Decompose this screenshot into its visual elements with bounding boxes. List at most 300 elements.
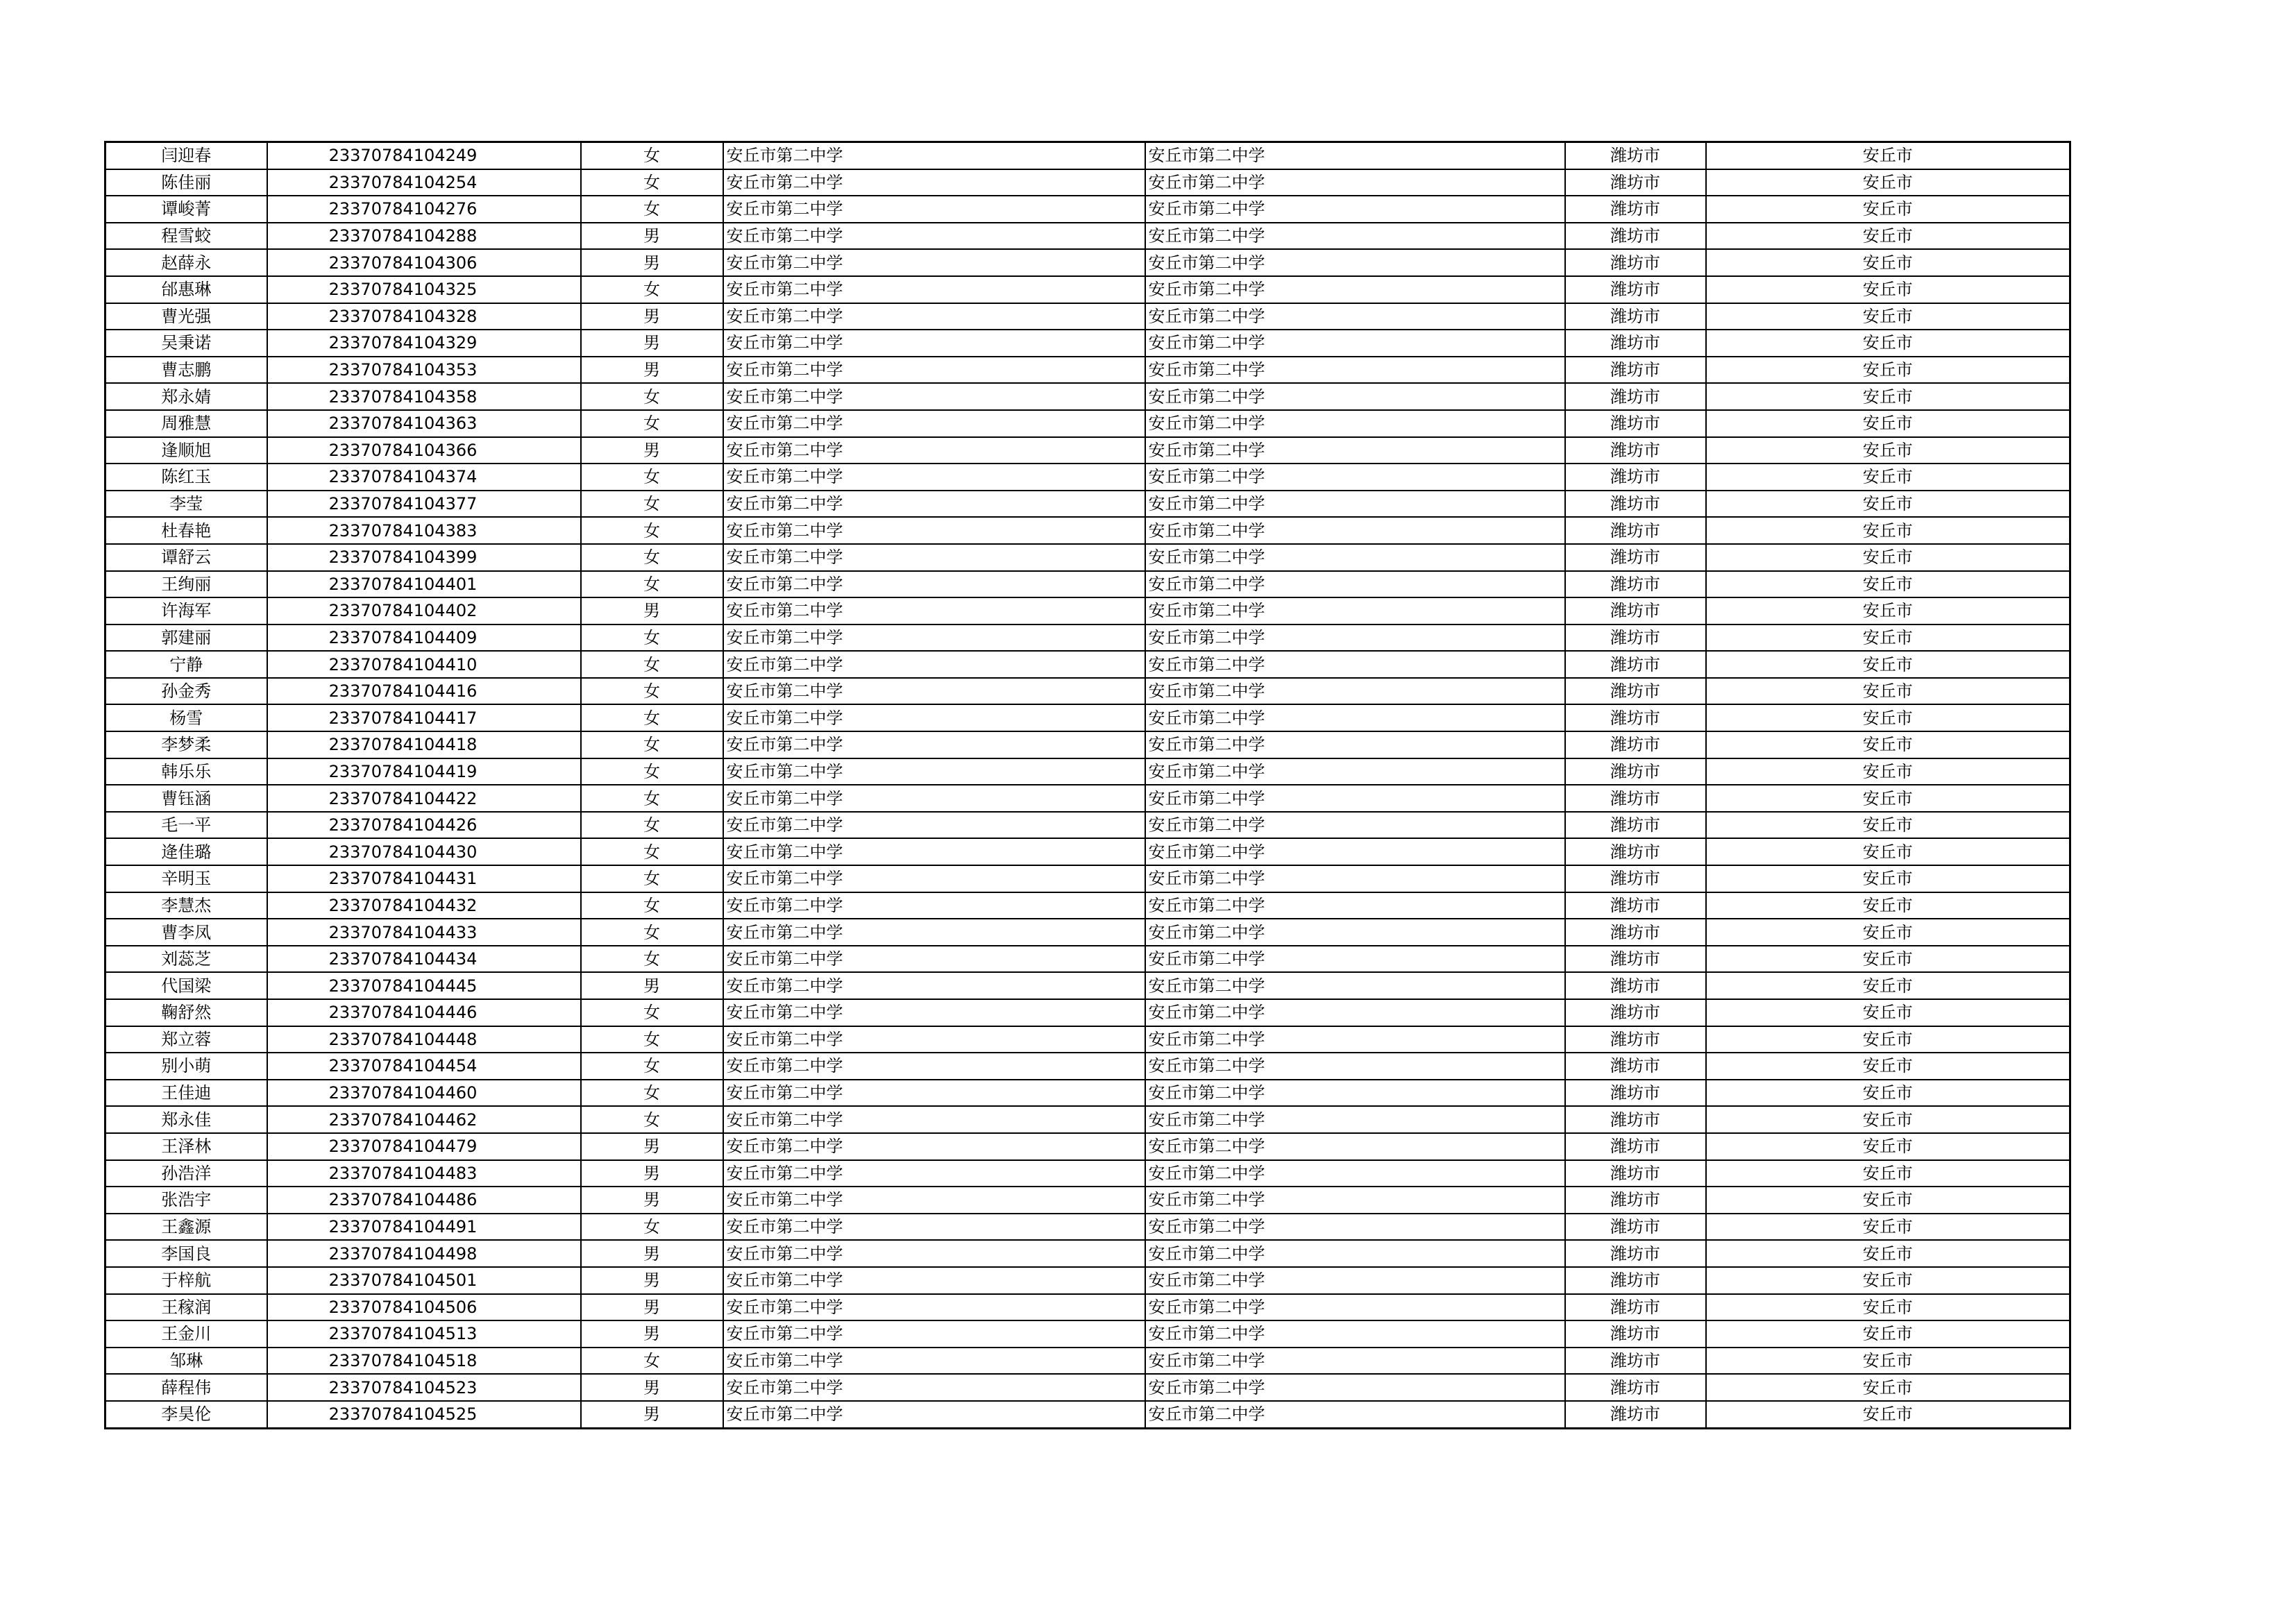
student-name-cell: 李国良	[105, 1240, 267, 1267]
school-cell: 安丘市第二中学	[723, 330, 1145, 357]
table-row	[105, 865, 2070, 892]
city-cell: 潍坊市	[1565, 946, 1706, 973]
exam-site-cell: 安丘市第二中学	[1145, 1133, 1565, 1160]
exam-id-cell: 23370784104276	[267, 196, 581, 223]
student-name-cell: 薛程伟	[105, 1374, 267, 1401]
exam-id-cell: 23370784104328	[267, 303, 581, 330]
exam-site-cell: 安丘市第二中学	[1145, 1080, 1565, 1107]
school-cell: 安丘市第二中学	[723, 731, 1145, 758]
table-row	[105, 892, 2070, 919]
table-row	[105, 678, 2070, 705]
gender-cell: 男	[581, 303, 723, 330]
gender-cell: 女	[581, 892, 723, 919]
exam-id-cell: 23370784104501	[267, 1267, 581, 1294]
table-row	[105, 544, 2070, 571]
county-cell: 安丘市	[1706, 758, 2070, 785]
school-cell: 安丘市第二中学	[723, 865, 1145, 892]
gender-cell: 男	[581, 1240, 723, 1267]
gender-cell: 女	[581, 142, 723, 169]
exam-id-cell: 23370784104249	[267, 142, 581, 169]
exam-site-cell: 安丘市第二中学	[1145, 142, 1565, 169]
table-row	[105, 651, 2070, 678]
exam-site-cell: 安丘市第二中学	[1145, 946, 1565, 973]
exam-id-cell: 23370784104409	[267, 624, 581, 652]
county-cell: 安丘市	[1706, 303, 2070, 330]
gender-cell: 女	[581, 383, 723, 410]
student-name-cell: 杜春艳	[105, 517, 267, 544]
city-cell: 潍坊市	[1565, 249, 1706, 276]
gender-cell: 女	[581, 919, 723, 946]
student-name-cell: 杨雪	[105, 704, 267, 731]
school-cell: 安丘市第二中学	[723, 1294, 1145, 1321]
city-cell: 潍坊市	[1565, 865, 1706, 892]
county-cell: 安丘市	[1706, 919, 2070, 946]
student-name-cell: 鞠舒然	[105, 999, 267, 1026]
city-cell: 潍坊市	[1565, 651, 1706, 678]
student-name-cell: 许海军	[105, 597, 267, 624]
school-cell: 安丘市第二中学	[723, 1240, 1145, 1267]
school-cell: 安丘市第二中学	[723, 1374, 1145, 1401]
city-cell: 潍坊市	[1565, 142, 1706, 169]
table-row	[105, 357, 2070, 384]
school-cell: 安丘市第二中学	[723, 1187, 1145, 1214]
county-cell: 安丘市	[1706, 651, 2070, 678]
gender-cell: 男	[581, 972, 723, 999]
exam-id-cell: 23370784104433	[267, 919, 581, 946]
exam-id-cell: 23370784104454	[267, 1053, 581, 1080]
exam-id-cell: 23370784104383	[267, 517, 581, 544]
city-cell: 潍坊市	[1565, 437, 1706, 464]
table-row	[105, 1160, 2070, 1187]
gender-cell: 男	[581, 330, 723, 357]
county-cell: 安丘市	[1706, 491, 2070, 518]
county-cell: 安丘市	[1706, 169, 2070, 196]
school-cell: 安丘市第二中学	[723, 169, 1145, 196]
city-cell: 潍坊市	[1565, 999, 1706, 1026]
city-cell: 潍坊市	[1565, 785, 1706, 812]
gender-cell: 女	[581, 464, 723, 491]
exam-site-cell: 安丘市第二中学	[1145, 865, 1565, 892]
exam-site-cell: 安丘市第二中学	[1145, 169, 1565, 196]
exam-site-cell: 安丘市第二中学	[1145, 651, 1565, 678]
gender-cell: 女	[581, 651, 723, 678]
table-row	[105, 517, 2070, 544]
county-cell: 安丘市	[1706, 1080, 2070, 1107]
gender-cell: 女	[581, 678, 723, 705]
city-cell: 潍坊市	[1565, 1053, 1706, 1080]
school-cell: 安丘市第二中学	[723, 357, 1145, 384]
exam-site-cell: 安丘市第二中学	[1145, 1348, 1565, 1375]
student-roster-table	[104, 141, 2071, 1429]
student-name-cell: 孙金秀	[105, 678, 267, 705]
student-name-cell: 陈佳丽	[105, 169, 267, 196]
county-cell: 安丘市	[1706, 464, 2070, 491]
city-cell: 潍坊市	[1565, 544, 1706, 571]
school-cell: 安丘市第二中学	[723, 1106, 1145, 1133]
school-cell: 安丘市第二中学	[723, 946, 1145, 973]
school-cell: 安丘市第二中学	[723, 383, 1145, 410]
county-cell: 安丘市	[1706, 1106, 2070, 1133]
student-name-cell: 曹光强	[105, 303, 267, 330]
student-name-cell: 谭峻菁	[105, 196, 267, 223]
student-name-cell: 孙浩洋	[105, 1160, 267, 1187]
gender-cell: 女	[581, 491, 723, 518]
city-cell: 潍坊市	[1565, 892, 1706, 919]
county-cell: 安丘市	[1706, 249, 2070, 276]
city-cell: 潍坊市	[1565, 276, 1706, 303]
city-cell: 潍坊市	[1565, 491, 1706, 518]
exam-id-cell: 23370784104518	[267, 1348, 581, 1375]
exam-id-cell: 23370784104329	[267, 330, 581, 357]
city-cell: 潍坊市	[1565, 704, 1706, 731]
gender-cell: 女	[581, 1026, 723, 1053]
county-cell: 安丘市	[1706, 999, 2070, 1026]
school-cell: 安丘市第二中学	[723, 624, 1145, 652]
table-row	[105, 410, 2070, 437]
county-cell: 安丘市	[1706, 1160, 2070, 1187]
gender-cell: 女	[581, 1214, 723, 1241]
county-cell: 安丘市	[1706, 410, 2070, 437]
table-row	[105, 1240, 2070, 1267]
gender-cell: 男	[581, 357, 723, 384]
table-row	[105, 731, 2070, 758]
table-row	[105, 276, 2070, 303]
exam-site-cell: 安丘市第二中学	[1145, 517, 1565, 544]
exam-site-cell: 安丘市第二中学	[1145, 1106, 1565, 1133]
student-name-cell: 辛明玉	[105, 865, 267, 892]
county-cell: 安丘市	[1706, 731, 2070, 758]
exam-site-cell: 安丘市第二中学	[1145, 892, 1565, 919]
exam-site-cell: 安丘市第二中学	[1145, 1401, 1565, 1428]
gender-cell: 女	[581, 758, 723, 785]
exam-site-cell: 安丘市第二中学	[1145, 464, 1565, 491]
school-cell: 安丘市第二中学	[723, 249, 1145, 276]
city-cell: 潍坊市	[1565, 597, 1706, 624]
table-row	[105, 758, 2070, 785]
exam-site-cell: 安丘市第二中学	[1145, 249, 1565, 276]
school-cell: 安丘市第二中学	[723, 1133, 1145, 1160]
exam-id-cell: 23370784104448	[267, 1026, 581, 1053]
table-row	[105, 1401, 2070, 1428]
student-name-cell: 赵薛永	[105, 249, 267, 276]
city-cell: 潍坊市	[1565, 1106, 1706, 1133]
gender-cell: 女	[581, 1106, 723, 1133]
exam-site-cell: 安丘市第二中学	[1145, 1374, 1565, 1401]
student-name-cell: 王泽林	[105, 1133, 267, 1160]
exam-id-cell: 23370784104434	[267, 946, 581, 973]
school-cell: 安丘市第二中学	[723, 464, 1145, 491]
exam-site-cell: 安丘市第二中学	[1145, 731, 1565, 758]
city-cell: 潍坊市	[1565, 1267, 1706, 1294]
table-row	[105, 1320, 2070, 1348]
student-name-cell: 郭建丽	[105, 624, 267, 652]
table-row	[105, 1026, 2070, 1053]
exam-id-cell: 23370784104402	[267, 597, 581, 624]
county-cell: 安丘市	[1706, 624, 2070, 652]
table-row	[105, 1214, 2070, 1241]
county-cell: 安丘市	[1706, 1026, 2070, 1053]
exam-site-cell: 安丘市第二中学	[1145, 597, 1565, 624]
table-row	[105, 946, 2070, 973]
exam-id-cell: 23370784104353	[267, 357, 581, 384]
school-cell: 安丘市第二中学	[723, 597, 1145, 624]
school-cell: 安丘市第二中学	[723, 785, 1145, 812]
table-row	[105, 223, 2070, 250]
student-name-cell: 于梓航	[105, 1267, 267, 1294]
table-row	[105, 249, 2070, 276]
gender-cell: 男	[581, 1267, 723, 1294]
gender-cell: 女	[581, 1053, 723, 1080]
exam-id-cell: 23370784104513	[267, 1320, 581, 1348]
gender-cell: 女	[581, 812, 723, 839]
student-name-cell: 宁静	[105, 651, 267, 678]
exam-id-cell: 23370784104358	[267, 383, 581, 410]
student-name-cell: 邰惠琳	[105, 276, 267, 303]
school-cell: 安丘市第二中学	[723, 142, 1145, 169]
county-cell: 安丘市	[1706, 865, 2070, 892]
exam-id-cell: 23370784104491	[267, 1214, 581, 1241]
city-cell: 潍坊市	[1565, 1348, 1706, 1375]
table-row	[105, 571, 2070, 598]
student-name-cell: 曹志鹏	[105, 357, 267, 384]
school-cell: 安丘市第二中学	[723, 758, 1145, 785]
table-row	[105, 838, 2070, 865]
school-cell: 安丘市第二中学	[723, 919, 1145, 946]
school-cell: 安丘市第二中学	[723, 276, 1145, 303]
exam-site-cell: 安丘市第二中学	[1145, 758, 1565, 785]
exam-id-cell: 23370784104446	[267, 999, 581, 1026]
gender-cell: 女	[581, 785, 723, 812]
gender-cell: 男	[581, 249, 723, 276]
gender-cell: 男	[581, 1320, 723, 1348]
table-row	[105, 972, 2070, 999]
county-cell: 安丘市	[1706, 517, 2070, 544]
exam-id-cell: 23370784104418	[267, 731, 581, 758]
county-cell: 安丘市	[1706, 544, 2070, 571]
gender-cell: 女	[581, 1080, 723, 1107]
city-cell: 潍坊市	[1565, 731, 1706, 758]
city-cell: 潍坊市	[1565, 1187, 1706, 1214]
exam-id-cell: 23370784104460	[267, 1080, 581, 1107]
student-name-cell: 刘蕊芝	[105, 946, 267, 973]
exam-id-cell: 23370784104479	[267, 1133, 581, 1160]
exam-site-cell: 安丘市第二中学	[1145, 383, 1565, 410]
city-cell: 潍坊市	[1565, 812, 1706, 839]
student-name-cell: 闫迎春	[105, 142, 267, 169]
city-cell: 潍坊市	[1565, 1080, 1706, 1107]
table-row	[105, 383, 2070, 410]
table-row	[105, 919, 2070, 946]
city-cell: 潍坊市	[1565, 223, 1706, 250]
table-row	[105, 1374, 2070, 1401]
county-cell: 安丘市	[1706, 1294, 2070, 1321]
exam-site-cell: 安丘市第二中学	[1145, 838, 1565, 865]
table-row	[105, 303, 2070, 330]
exam-id-cell: 23370784104486	[267, 1187, 581, 1214]
student-name-cell: 王佳迪	[105, 1080, 267, 1107]
student-name-cell: 周雅慧	[105, 410, 267, 437]
exam-id-cell: 23370784104506	[267, 1294, 581, 1321]
exam-id-cell: 23370784104417	[267, 704, 581, 731]
exam-site-cell: 安丘市第二中学	[1145, 357, 1565, 384]
exam-site-cell: 安丘市第二中学	[1145, 1187, 1565, 1214]
gender-cell: 男	[581, 1294, 723, 1321]
school-cell: 安丘市第二中学	[723, 410, 1145, 437]
exam-site-cell: 安丘市第二中学	[1145, 196, 1565, 223]
table-row	[105, 330, 2070, 357]
exam-id-cell: 23370784104288	[267, 223, 581, 250]
school-cell: 安丘市第二中学	[723, 1267, 1145, 1294]
exam-id-cell: 23370784104254	[267, 169, 581, 196]
exam-site-cell: 安丘市第二中学	[1145, 624, 1565, 652]
exam-site-cell: 安丘市第二中学	[1145, 999, 1565, 1026]
gender-cell: 男	[581, 1374, 723, 1401]
gender-cell: 女	[581, 704, 723, 731]
county-cell: 安丘市	[1706, 142, 2070, 169]
student-name-cell: 谭舒云	[105, 544, 267, 571]
gender-cell: 女	[581, 1348, 723, 1375]
county-cell: 安丘市	[1706, 972, 2070, 999]
city-cell: 潍坊市	[1565, 1374, 1706, 1401]
school-cell: 安丘市第二中学	[723, 838, 1145, 865]
exam-id-cell: 23370784104422	[267, 785, 581, 812]
table-row	[105, 169, 2070, 196]
exam-site-cell: 安丘市第二中学	[1145, 303, 1565, 330]
exam-site-cell: 安丘市第二中学	[1145, 437, 1565, 464]
school-cell: 安丘市第二中学	[723, 196, 1145, 223]
exam-site-cell: 安丘市第二中学	[1145, 410, 1565, 437]
exam-id-cell: 23370784104419	[267, 758, 581, 785]
school-cell: 安丘市第二中学	[723, 437, 1145, 464]
gender-cell: 男	[581, 1160, 723, 1187]
city-cell: 潍坊市	[1565, 517, 1706, 544]
county-cell: 安丘市	[1706, 196, 2070, 223]
county-cell: 安丘市	[1706, 571, 2070, 598]
school-cell: 安丘市第二中学	[723, 571, 1145, 598]
county-cell: 安丘市	[1706, 383, 2070, 410]
school-cell: 安丘市第二中学	[723, 999, 1145, 1026]
county-cell: 安丘市	[1706, 1320, 2070, 1348]
table-row	[105, 1294, 2070, 1321]
gender-cell: 男	[581, 1187, 723, 1214]
gender-cell: 女	[581, 624, 723, 652]
exam-site-cell: 安丘市第二中学	[1145, 1214, 1565, 1241]
student-name-cell: 张浩宇	[105, 1187, 267, 1214]
exam-site-cell: 安丘市第二中学	[1145, 704, 1565, 731]
exam-site-cell: 安丘市第二中学	[1145, 1160, 1565, 1187]
table-row	[105, 1106, 2070, 1133]
county-cell: 安丘市	[1706, 1401, 2070, 1428]
gender-cell: 男	[581, 1133, 723, 1160]
exam-id-cell: 23370784104445	[267, 972, 581, 999]
gender-cell: 男	[581, 223, 723, 250]
exam-id-cell: 23370784104399	[267, 544, 581, 571]
city-cell: 潍坊市	[1565, 1401, 1706, 1428]
county-cell: 安丘市	[1706, 357, 2070, 384]
table-row	[105, 704, 2070, 731]
student-name-cell: 逢顺旭	[105, 437, 267, 464]
school-cell: 安丘市第二中学	[723, 812, 1145, 839]
exam-id-cell: 23370784104374	[267, 464, 581, 491]
exam-id-cell: 23370784104431	[267, 865, 581, 892]
county-cell: 安丘市	[1706, 1053, 2070, 1080]
student-name-cell: 李莹	[105, 491, 267, 518]
gender-cell: 女	[581, 838, 723, 865]
table-row	[105, 1267, 2070, 1294]
table-row	[105, 437, 2070, 464]
county-cell: 安丘市	[1706, 1214, 2070, 1241]
exam-site-cell: 安丘市第二中学	[1145, 1240, 1565, 1267]
city-cell: 潍坊市	[1565, 1294, 1706, 1321]
table-row	[105, 999, 2070, 1026]
county-cell: 安丘市	[1706, 1374, 2070, 1401]
table-row	[105, 812, 2070, 839]
gender-cell: 女	[581, 731, 723, 758]
city-cell: 潍坊市	[1565, 1240, 1706, 1267]
city-cell: 潍坊市	[1565, 196, 1706, 223]
exam-id-cell: 23370784104410	[267, 651, 581, 678]
exam-site-cell: 安丘市第二中学	[1145, 678, 1565, 705]
student-name-cell: 李慧杰	[105, 892, 267, 919]
city-cell: 潍坊市	[1565, 1214, 1706, 1241]
student-name-cell: 曹李凤	[105, 919, 267, 946]
table-body	[105, 142, 2070, 1429]
exam-id-cell: 23370784104363	[267, 410, 581, 437]
city-cell: 潍坊市	[1565, 303, 1706, 330]
county-cell: 安丘市	[1706, 678, 2070, 705]
school-cell: 安丘市第二中学	[723, 1080, 1145, 1107]
exam-id-cell: 23370784104462	[267, 1106, 581, 1133]
table-row	[105, 464, 2070, 491]
school-cell: 安丘市第二中学	[723, 704, 1145, 731]
exam-id-cell: 23370784104432	[267, 892, 581, 919]
table-row	[105, 196, 2070, 223]
student-name-cell: 李昊伦	[105, 1401, 267, 1428]
student-name-cell: 郑立蓉	[105, 1026, 267, 1053]
city-cell: 潍坊市	[1565, 972, 1706, 999]
student-name-cell: 王金川	[105, 1320, 267, 1348]
exam-id-cell: 23370784104401	[267, 571, 581, 598]
school-cell: 安丘市第二中学	[723, 1026, 1145, 1053]
exam-site-cell: 安丘市第二中学	[1145, 571, 1565, 598]
exam-site-cell: 安丘市第二中学	[1145, 1267, 1565, 1294]
gender-cell: 男	[581, 597, 723, 624]
school-cell: 安丘市第二中学	[723, 1348, 1145, 1375]
city-cell: 潍坊市	[1565, 169, 1706, 196]
exam-site-cell: 安丘市第二中学	[1145, 785, 1565, 812]
city-cell: 潍坊市	[1565, 678, 1706, 705]
student-name-cell: 程雪蛟	[105, 223, 267, 250]
school-cell: 安丘市第二中学	[723, 517, 1145, 544]
school-cell: 安丘市第二中学	[723, 972, 1145, 999]
city-cell: 潍坊市	[1565, 464, 1706, 491]
county-cell: 安丘市	[1706, 1240, 2070, 1267]
school-cell: 安丘市第二中学	[723, 1214, 1145, 1241]
student-name-cell: 邹琳	[105, 1348, 267, 1375]
table-row	[105, 1080, 2070, 1107]
county-cell: 安丘市	[1706, 946, 2070, 973]
city-cell: 潍坊市	[1565, 1160, 1706, 1187]
exam-id-cell: 23370784104498	[267, 1240, 581, 1267]
student-name-cell: 吴秉诺	[105, 330, 267, 357]
county-cell: 安丘市	[1706, 597, 2070, 624]
table-row	[105, 142, 2070, 169]
student-name-cell: 王鑫源	[105, 1214, 267, 1241]
exam-id-cell: 23370784104523	[267, 1374, 581, 1401]
student-name-cell: 王稼润	[105, 1294, 267, 1321]
exam-id-cell: 23370784104306	[267, 249, 581, 276]
table-row	[105, 491, 2070, 518]
